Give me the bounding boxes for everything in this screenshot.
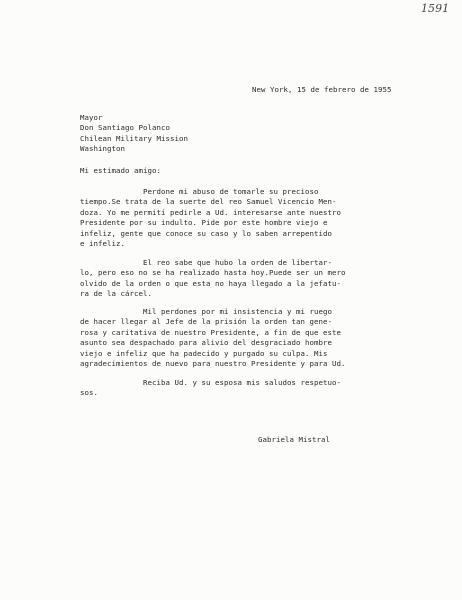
- recipient-name: Don Santiago Polanco: [80, 123, 170, 133]
- paragraph-line: tiempo.Se trata de la suerte del reo Samuel Vicencio Men-: [80, 197, 337, 207]
- paragraph-2: [80, 258, 420, 300]
- paragraph-line: e infeliz.: [80, 239, 125, 249]
- salutation: Mi estimado amigo:: [80, 166, 161, 175]
- paragraph-line: Mil perdones por mi insistencia y mi ruego: [80, 307, 332, 316]
- paragraph-line: rosa y caritativa de nuestro Presidente, a fin de que este: [80, 327, 341, 337]
- recipient-address-block: [80, 113, 188, 155]
- paragraph-line: Presidente por su indulto. Pide por este hombre viejo e: [80, 218, 328, 228]
- recipient-city: Washington: [80, 144, 125, 154]
- paragraph-line: agradecimientos de nuevo para nuestro Presidente y para Ud.: [80, 359, 346, 369]
- paragraph-line: sos.: [80, 388, 98, 398]
- signature-name: Gabriela Mistral: [258, 435, 330, 444]
- paragraph-line: doza. Yo me permití pedirle a Ud. interesarse ante nuestro: [80, 207, 341, 217]
- paragraph-line: viejo e infeliz que ha padecido y purgado su culpa. Mis: [80, 348, 328, 358]
- paragraph-line: de hacer llegar al Jefe de la prisión la orden tan gene-: [80, 317, 332, 327]
- recipient-title: Mayor: [80, 113, 103, 122]
- paragraph-line: olvido de la orden o que esta no haya llegado a la jefatu-: [80, 278, 341, 288]
- paragraph-1: [80, 187, 420, 249]
- paragraph-line: infeliz, gente que conoce su caso y lo saben arrepentido: [80, 228, 332, 238]
- paragraph-4: [80, 378, 420, 399]
- date-line: New York, 15 de febrero de 1955: [252, 85, 392, 94]
- paragraph-line: ra de la cárcel.: [80, 289, 152, 299]
- paragraph-line: Reciba Ud. y su esposa mis saludos respetuo-: [80, 378, 341, 387]
- paragraph-3: [80, 307, 420, 369]
- paragraph-line: asunto sea despachado para alivio del desgraciado hombre: [80, 338, 332, 348]
- paragraph-line: El reo sabe que hubo la orden de libertar-: [80, 258, 332, 267]
- recipient-organization: Chilean Military Mission: [80, 133, 188, 143]
- paragraph-line: lo, pero eso no se ha realizado hasta hoy.Puede ser un mero: [80, 268, 346, 278]
- paragraph-line: Perdone mi abuso de tomarle su precioso: [80, 187, 319, 196]
- archive-page-number: 1591: [421, 2, 450, 15]
